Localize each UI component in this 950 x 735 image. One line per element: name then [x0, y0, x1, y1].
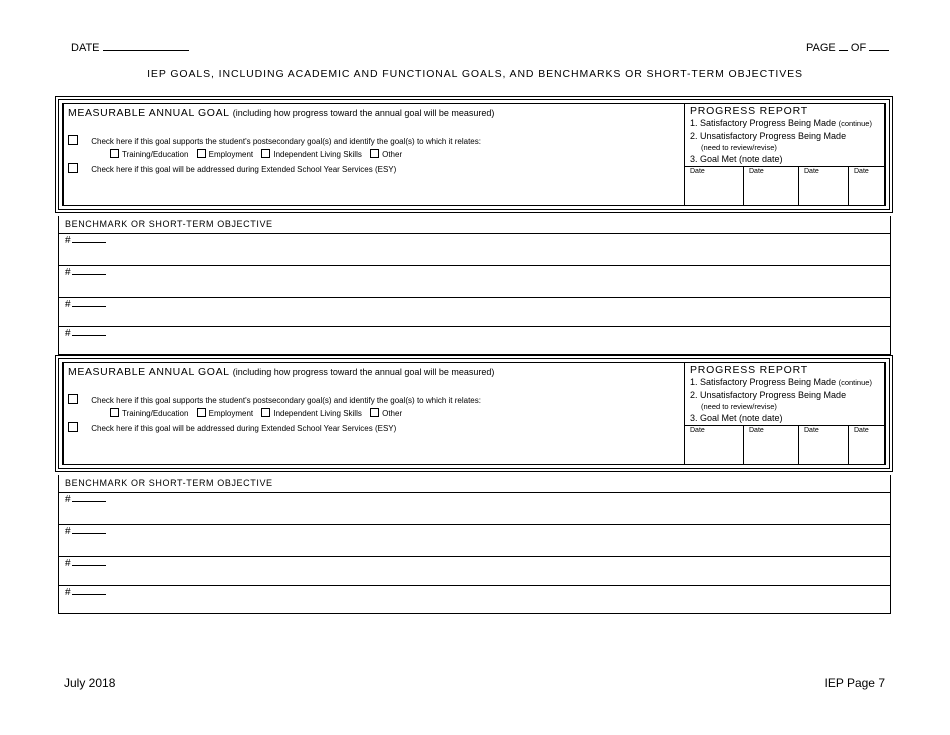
progress-report-panel — [684, 363, 884, 464]
esy-check-label: Check here if this goal will be addressed during Extended School Year Services (ESY) — [91, 424, 397, 433]
employment-checkbox[interactable] — [197, 149, 206, 158]
employment-checkbox[interactable] — [197, 408, 206, 417]
other-checkbox[interactable] — [370, 408, 379, 417]
annual-goal-box-1 — [55, 96, 893, 213]
date-cell[interactable]: Date — [848, 426, 884, 464]
benchmark-row[interactable]: # — [59, 493, 890, 525]
esy-check-row — [68, 422, 396, 433]
training-education-checkbox[interactable] — [110, 408, 119, 417]
postsecondary-check-label: Check here if this goal supports the student's postsecondary goal(s) and identify the goal(s) to which it relates: — [91, 137, 481, 146]
progress-option-2-note: (need to review/revise) — [701, 402, 777, 411]
other-checkbox[interactable] — [370, 149, 379, 158]
benchmark-table-2 — [58, 475, 891, 614]
esy-check-row — [68, 163, 396, 174]
date-cell[interactable]: Date — [848, 167, 884, 205]
training-education-checkbox[interactable] — [110, 149, 119, 158]
date-cell[interactable]: Date — [690, 427, 705, 434]
benchmark-table-1 — [58, 216, 891, 355]
esy-checkbox[interactable] — [68, 163, 78, 173]
of-label: OF — [850, 42, 867, 54]
independent-living-checkbox[interactable] — [261, 408, 270, 417]
annual-goal-title: MEASURABLE ANNUAL GOAL (including how progress toward the annual goal will be measured) — [68, 107, 495, 119]
date-cell[interactable]: Date — [798, 167, 848, 205]
esy-check-label: Check here if this goal will be addressed during Extended School Year Services (ESY) — [91, 165, 397, 174]
postsecondary-check-row — [68, 135, 481, 146]
postsecondary-checkbox[interactable] — [68, 135, 78, 145]
page-number-line[interactable] — [839, 50, 848, 51]
progress-option-2-note: (need to review/revise) — [701, 143, 777, 152]
progress-option-3: 3. Goal Met (note date) — [690, 154, 783, 164]
footer-page-number: IEP Page 7 — [824, 676, 885, 690]
postsecondary-options: Training/Education Employment Independent Living Skills Other — [110, 408, 408, 418]
progress-option-2: 2. Unsatisfactory Progress Being Made — [690, 131, 847, 141]
progress-option-2: 2. Unsatisfactory Progress Being Made — [690, 390, 847, 400]
page-field — [806, 42, 889, 54]
benchmark-row[interactable]: # — [59, 525, 890, 557]
footer-date: July 2018 — [64, 676, 116, 690]
form-title: IEP GOALS, INCLUDING ACADEMIC AND FUNCTIONAL GOALS, AND BENCHMARKS OR SHORT-TERM OBJECTIVES — [147, 68, 803, 80]
progress-report-title: PROGRESS REPORT — [690, 105, 808, 117]
postsecondary-checkbox[interactable] — [68, 394, 78, 404]
benchmark-row[interactable]: # — [59, 557, 890, 586]
postsecondary-options: Training/Education Employment Independent Living Skills Other — [110, 149, 408, 159]
progress-option-1: 1. Satisfactory Progress Being Made (continue) — [690, 118, 872, 128]
benchmark-row[interactable]: # — [59, 234, 890, 266]
benchmark-row[interactable]: # — [59, 298, 890, 327]
progress-option-3: 3. Goal Met (note date) — [690, 413, 783, 423]
date-label: DATE — [71, 42, 100, 54]
benchmark-header: BENCHMARK OR SHORT-TERM OBJECTIVE — [65, 219, 273, 229]
date-cell[interactable]: Date — [690, 168, 705, 175]
postsecondary-check-label: Check here if this goal supports the student's postsecondary goal(s) and identify the goal(s) to which it relates: — [91, 396, 481, 405]
postsecondary-check-row — [68, 394, 481, 405]
date-input-line[interactable] — [103, 50, 189, 51]
annual-goal-title: MEASURABLE ANNUAL GOAL (including how progress toward the annual goal will be measured) — [68, 366, 495, 378]
benchmark-row[interactable]: # — [59, 586, 890, 614]
benchmark-row[interactable]: # — [59, 266, 890, 298]
page-total-line[interactable] — [869, 50, 889, 51]
date-cell[interactable]: Date — [743, 167, 798, 205]
progress-date-grid — [685, 166, 884, 205]
date-field[interactable] — [71, 42, 189, 54]
progress-date-grid — [685, 425, 884, 464]
esy-checkbox[interactable] — [68, 422, 78, 432]
benchmark-header: BENCHMARK OR SHORT-TERM OBJECTIVE — [65, 478, 273, 488]
progress-option-1: 1. Satisfactory Progress Being Made (continue) — [690, 377, 872, 387]
benchmark-row[interactable]: # — [59, 327, 890, 355]
date-cell[interactable]: Date — [743, 426, 798, 464]
independent-living-checkbox[interactable] — [261, 149, 270, 158]
date-cell[interactable]: Date — [798, 426, 848, 464]
progress-report-panel — [684, 104, 884, 205]
progress-report-title: PROGRESS REPORT — [690, 364, 808, 376]
annual-goal-box-2 — [55, 355, 893, 472]
page-label: PAGE — [806, 42, 836, 54]
